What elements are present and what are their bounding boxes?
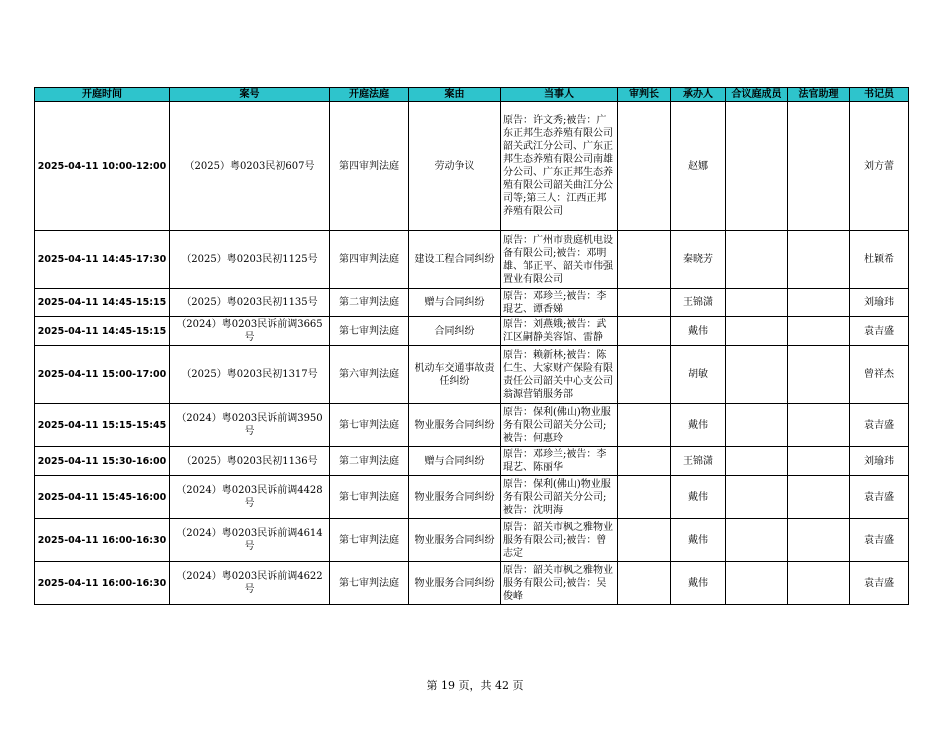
hearing-time-cell: 2025-04-11 16:00-16:30 <box>35 562 170 605</box>
courtroom-cell: 第七审判法庭 <box>330 519 409 562</box>
panel-members-cell <box>726 289 788 317</box>
handler-cell: 戴伟 <box>671 317 726 346</box>
header-presiding-judge: 审判长 <box>618 88 671 102</box>
courtroom-cell: 第六审判法庭 <box>330 346 409 404</box>
panel-members-cell <box>726 102 788 231</box>
panel-members-cell <box>726 476 788 519</box>
cause-cell: 合同纠纷 <box>409 317 501 346</box>
clerk-cell: 袁吉盛 <box>850 317 909 346</box>
clerk-cell: 杜颖希 <box>850 231 909 289</box>
handler-cell: 胡敏 <box>671 346 726 404</box>
header-case-number: 案号 <box>170 88 330 102</box>
judge-assistant-cell <box>788 317 850 346</box>
clerk-cell: 袁吉盛 <box>850 519 909 562</box>
presiding-judge-cell <box>618 562 671 605</box>
cause-cell: 物业服务合同纠纷 <box>409 404 501 447</box>
judge-assistant-cell <box>788 476 850 519</box>
header-courtroom: 开庭法庭 <box>330 88 409 102</box>
hearing-time-cell: 2025-04-11 15:45-16:00 <box>35 476 170 519</box>
parties-cell: 原告：许文秀;被告：广东正邦生态养殖有限公司韶关武江分公司、广东正邦生态养殖有限公司南雄分公司、广东正邦生态养殖有限公司韶关曲江分公司等;第三人：江西正邦养殖有限公司 <box>501 102 618 231</box>
table-row <box>35 404 909 447</box>
panel-members-cell <box>726 447 788 476</box>
case-number-cell: （2025）粤0203民初607号 <box>170 102 330 231</box>
presiding-judge-cell <box>618 231 671 289</box>
header-handler: 承办人 <box>671 88 726 102</box>
judge-assistant-cell <box>788 404 850 447</box>
table-row <box>35 346 909 404</box>
courtroom-cell: 第七审判法庭 <box>330 476 409 519</box>
presiding-judge-cell <box>618 476 671 519</box>
case-number-cell: （2024）粤0203民诉前调3665号 <box>170 317 330 346</box>
table-row <box>35 317 909 346</box>
judge-assistant-cell <box>788 447 850 476</box>
case-number-cell: （2025）粤0203民初1125号 <box>170 231 330 289</box>
presiding-judge-cell <box>618 447 671 476</box>
page-number: 第 19 页，共 42 页 <box>426 679 524 692</box>
cause-cell: 物业服务合同纠纷 <box>409 562 501 605</box>
panel-members-cell <box>726 346 788 404</box>
panel-members-cell <box>726 231 788 289</box>
handler-cell: 王锦潇 <box>671 447 726 476</box>
cause-cell: 物业服务合同纠纷 <box>409 519 501 562</box>
presiding-judge-cell <box>618 404 671 447</box>
hearing-schedule-table <box>34 87 909 605</box>
parties-cell: 原告：保利(佛山)物业服务有限公司韶关分公司;被告：何惠玲 <box>501 404 618 447</box>
case-number-cell: （2024）粤0203民诉前调4428号 <box>170 476 330 519</box>
parties-cell: 原告：邓珍兰;被告：李琨艺、谭香娣 <box>501 289 618 317</box>
case-number-cell: （2025）粤0203民初1136号 <box>170 447 330 476</box>
judge-assistant-cell <box>788 519 850 562</box>
cause-cell: 赠与合同纠纷 <box>409 447 501 476</box>
presiding-judge-cell <box>618 346 671 404</box>
handler-cell: 戴伟 <box>671 404 726 447</box>
table-row <box>35 231 909 289</box>
hearing-time-cell: 2025-04-11 15:00-17:00 <box>35 346 170 404</box>
case-number-cell: （2024）粤0203民诉前调4622号 <box>170 562 330 605</box>
handler-cell: 王锦潇 <box>671 289 726 317</box>
presiding-judge-cell <box>618 519 671 562</box>
cause-cell: 物业服务合同纠纷 <box>409 476 501 519</box>
cause-cell: 机动车交通事故责任纠纷 <box>409 346 501 404</box>
clerk-cell: 袁吉盛 <box>850 476 909 519</box>
hearing-time-cell: 2025-04-11 16:00-16:30 <box>35 519 170 562</box>
handler-cell: 戴伟 <box>671 562 726 605</box>
case-number-cell: （2024）粤0203民诉前调3950号 <box>170 404 330 447</box>
parties-cell: 原告：刘燕娥;被告：武江区嗣静美容馆、雷静 <box>501 317 618 346</box>
courtroom-cell: 第四审判法庭 <box>330 231 409 289</box>
clerk-cell: 曾祥杰 <box>850 346 909 404</box>
case-number-cell: （2025）粤0203民初1317号 <box>170 346 330 404</box>
panel-members-cell <box>726 519 788 562</box>
table-row <box>35 102 909 231</box>
parties-cell: 原告：广州市贵庭机电设备有限公司;被告：邓明雄、邹正平、韶关市伟强置业有限公司 <box>501 231 618 289</box>
courtroom-cell: 第二审判法庭 <box>330 289 409 317</box>
table-row <box>35 476 909 519</box>
parties-cell: 原告：邓珍兰;被告：李琨艺、陈丽华 <box>501 447 618 476</box>
table-header-row <box>35 88 909 102</box>
table-row <box>35 289 909 317</box>
hearing-time-cell: 2025-04-11 14:45-17:30 <box>35 231 170 289</box>
panel-members-cell <box>726 404 788 447</box>
handler-cell: 戴伟 <box>671 476 726 519</box>
parties-cell: 原告：韶关市枫之雅物业服务有限公司;被告：曾志定 <box>501 519 618 562</box>
clerk-cell: 袁吉盛 <box>850 404 909 447</box>
hearing-time-cell: 2025-04-11 14:45-15:15 <box>35 289 170 317</box>
clerk-cell: 刘瑜玮 <box>850 447 909 476</box>
courtroom-cell: 第七审判法庭 <box>330 562 409 605</box>
courtroom-cell: 第二审判法庭 <box>330 447 409 476</box>
cause-cell: 赠与合同纠纷 <box>409 289 501 317</box>
case-number-cell: （2024）粤0203民诉前调4614号 <box>170 519 330 562</box>
cause-cell: 建设工程合同纠纷 <box>409 231 501 289</box>
courtroom-cell: 第七审判法庭 <box>330 317 409 346</box>
panel-members-cell <box>726 562 788 605</box>
table-body <box>35 102 909 605</box>
header-cause: 案由 <box>409 88 501 102</box>
header-panel-members: 合议庭成员 <box>726 88 788 102</box>
handler-cell: 戴伟 <box>671 519 726 562</box>
parties-cell: 原告：韶关市枫之雅物业服务有限公司;被告：吴俊峰 <box>501 562 618 605</box>
presiding-judge-cell <box>618 289 671 317</box>
hearing-time-cell: 2025-04-11 14:45-15:15 <box>35 317 170 346</box>
header-hearing-time: 开庭时间 <box>35 88 170 102</box>
handler-cell: 秦晓芳 <box>671 231 726 289</box>
hearing-time-cell: 2025-04-11 10:00-12:00 <box>35 102 170 231</box>
hearing-time-cell: 2025-04-11 15:15-15:45 <box>35 404 170 447</box>
judge-assistant-cell <box>788 562 850 605</box>
header-parties: 当事人 <box>501 88 618 102</box>
judge-assistant-cell <box>788 102 850 231</box>
judge-assistant-cell <box>788 346 850 404</box>
clerk-cell: 刘瑜玮 <box>850 289 909 317</box>
judge-assistant-cell <box>788 231 850 289</box>
parties-cell: 原告：赖新林;被告：陈仁生、大家财产保险有限责任公司韶关中心支公司翁源营销服务部 <box>501 346 618 404</box>
courtroom-cell: 第七审判法庭 <box>330 404 409 447</box>
clerk-cell: 刘方蕾 <box>850 102 909 231</box>
case-number-cell: （2025）粤0203民初1135号 <box>170 289 330 317</box>
clerk-cell: 袁吉盛 <box>850 562 909 605</box>
header-judge-assistant: 法官助理 <box>788 88 850 102</box>
courtroom-cell: 第四审判法庭 <box>330 102 409 231</box>
table-row <box>35 447 909 476</box>
presiding-judge-cell <box>618 317 671 346</box>
handler-cell: 赵娜 <box>671 102 726 231</box>
panel-members-cell <box>726 317 788 346</box>
table-row <box>35 562 909 605</box>
presiding-judge-cell <box>618 102 671 231</box>
hearing-time-cell: 2025-04-11 15:30-16:00 <box>35 447 170 476</box>
table-row <box>35 519 909 562</box>
judge-assistant-cell <box>788 289 850 317</box>
parties-cell: 原告：保利(佛山)物业服务有限公司韶关分公司;被告：沈明海 <box>501 476 618 519</box>
header-clerk: 书记员 <box>850 88 909 102</box>
cause-cell: 劳动争议 <box>409 102 501 231</box>
